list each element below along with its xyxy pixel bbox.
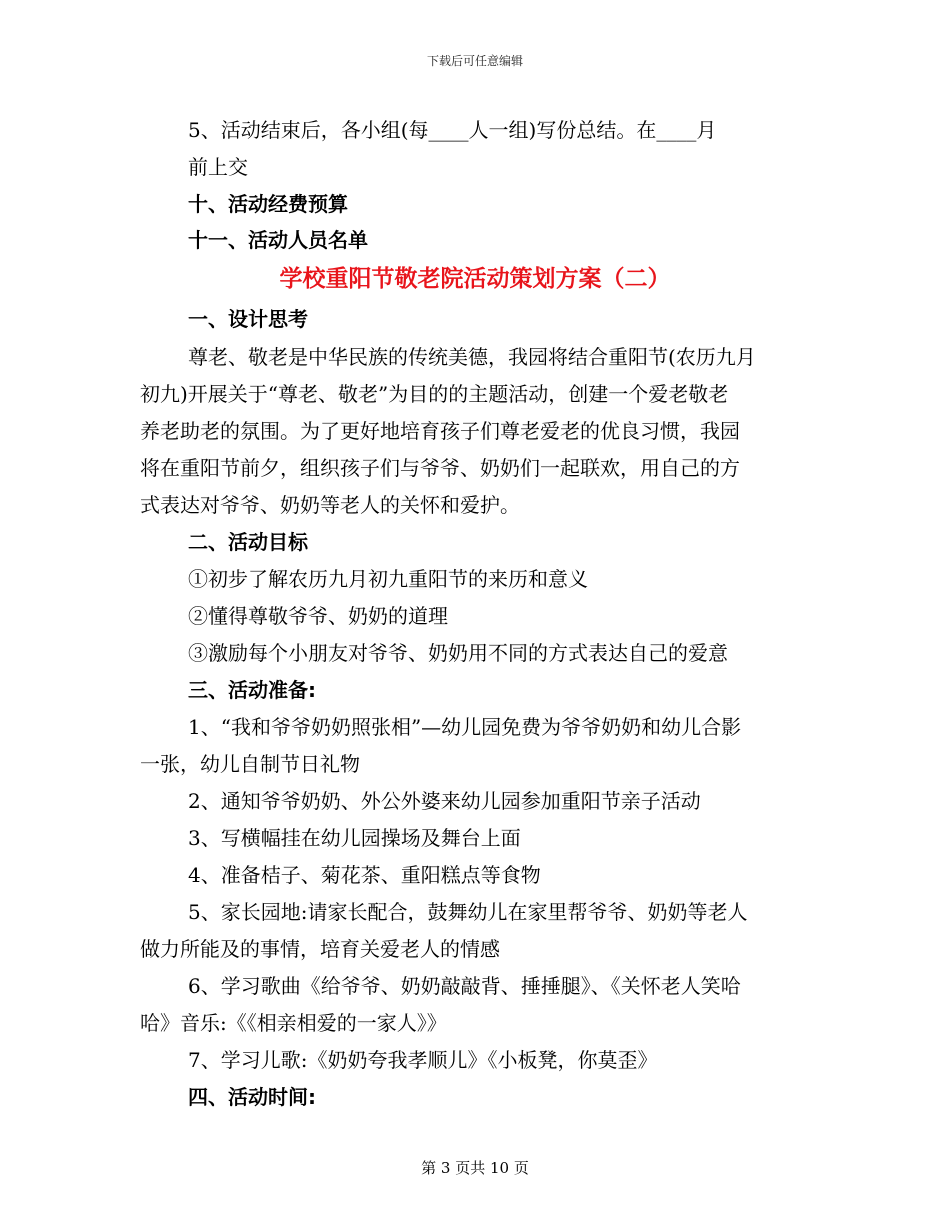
paragraph-line: 尊老、敬老是中华民族的传统美德，我园将结合重阳节(农历九月 <box>188 345 756 369</box>
paragraph-line: ①初步了解农历九月初九重阳节的来历和意义 <box>188 567 588 591</box>
paragraph-line: 前上交 <box>188 155 248 179</box>
paragraph-line: 2、通知爷爷奶奶、外公外婆来幼儿园参加重阳节亲子活动 <box>188 789 701 813</box>
paragraph-line: 7、学习儿歌:《奶奶夸我孝顺儿》《小板凳，你莫歪》 <box>188 1048 658 1072</box>
paragraph-line: 哈》音乐:《《相亲相爱的一家人》》 <box>140 1011 447 1035</box>
paragraph-line: 5、家长园地:请家长配合，鼓舞幼儿在家里帮爷爷、奶奶等老人 <box>188 900 748 924</box>
document-title: 学校重阳节敬老院活动策划方案（二） <box>279 266 671 292</box>
paragraph-line: 3、写横幅挂在幼儿园操场及舞台上面 <box>188 826 521 850</box>
section-heading: 三、活动准备: <box>188 678 316 702</box>
section-heading: 四、活动时间: <box>188 1085 316 1109</box>
section-heading: 十、活动经费预算 <box>188 192 348 216</box>
paragraph-line: 式表达对爷爷、奶奶等老人的关怀和爱护。 <box>140 493 520 517</box>
section-heading: 一、设计思考 <box>188 307 308 331</box>
paragraph-line: 4、准备桔子、菊花茶、重阳糕点等食物 <box>188 863 541 887</box>
paragraph-line: ③激励每个小朋友对爷爷、奶奶用不同的方式表达自己的爱意 <box>188 641 728 665</box>
page-footer: 第 3 页共 10 页 <box>421 1159 529 1177</box>
paragraph-line: ②懂得尊敬爷爷、奶奶的道理 <box>188 604 448 628</box>
paragraph-line: 养老助老的氛围。为了更好地培育孩子们尊老爱老的优良习惯，我园 <box>140 419 740 443</box>
paragraph-line: 5、活动结束后，各小组(每____人一组)写份总结。在____月 <box>188 118 717 142</box>
paragraph-line: 6、学习歌曲《给爷爷、奶奶敲敲背、捶捶腿》、《关怀老人笑哈 <box>188 974 741 998</box>
paragraph-line: 1、“我和爷爷奶奶照张相”—幼儿园免费为爷爷奶奶和幼儿合影 <box>188 715 742 739</box>
section-heading: 二、活动目标 <box>188 530 308 554</box>
paragraph-line: 初九)开展关于“尊老、敬老”为目的的主题活动，创建一个爱老敬老 <box>140 382 729 406</box>
paragraph-line: 将在重阳节前夕，组织孩子们与爷爷、奶奶们一起联欢，用自己的方 <box>140 456 740 480</box>
paragraph-line: 做力所能及的事情，培育关爱老人的情感 <box>140 937 500 961</box>
paragraph-line: 一张，幼儿自制节日礼物 <box>140 752 360 776</box>
page-header: 下载后可任意编辑 <box>426 54 523 68</box>
section-heading: 十一、活动人员名单 <box>188 228 368 252</box>
